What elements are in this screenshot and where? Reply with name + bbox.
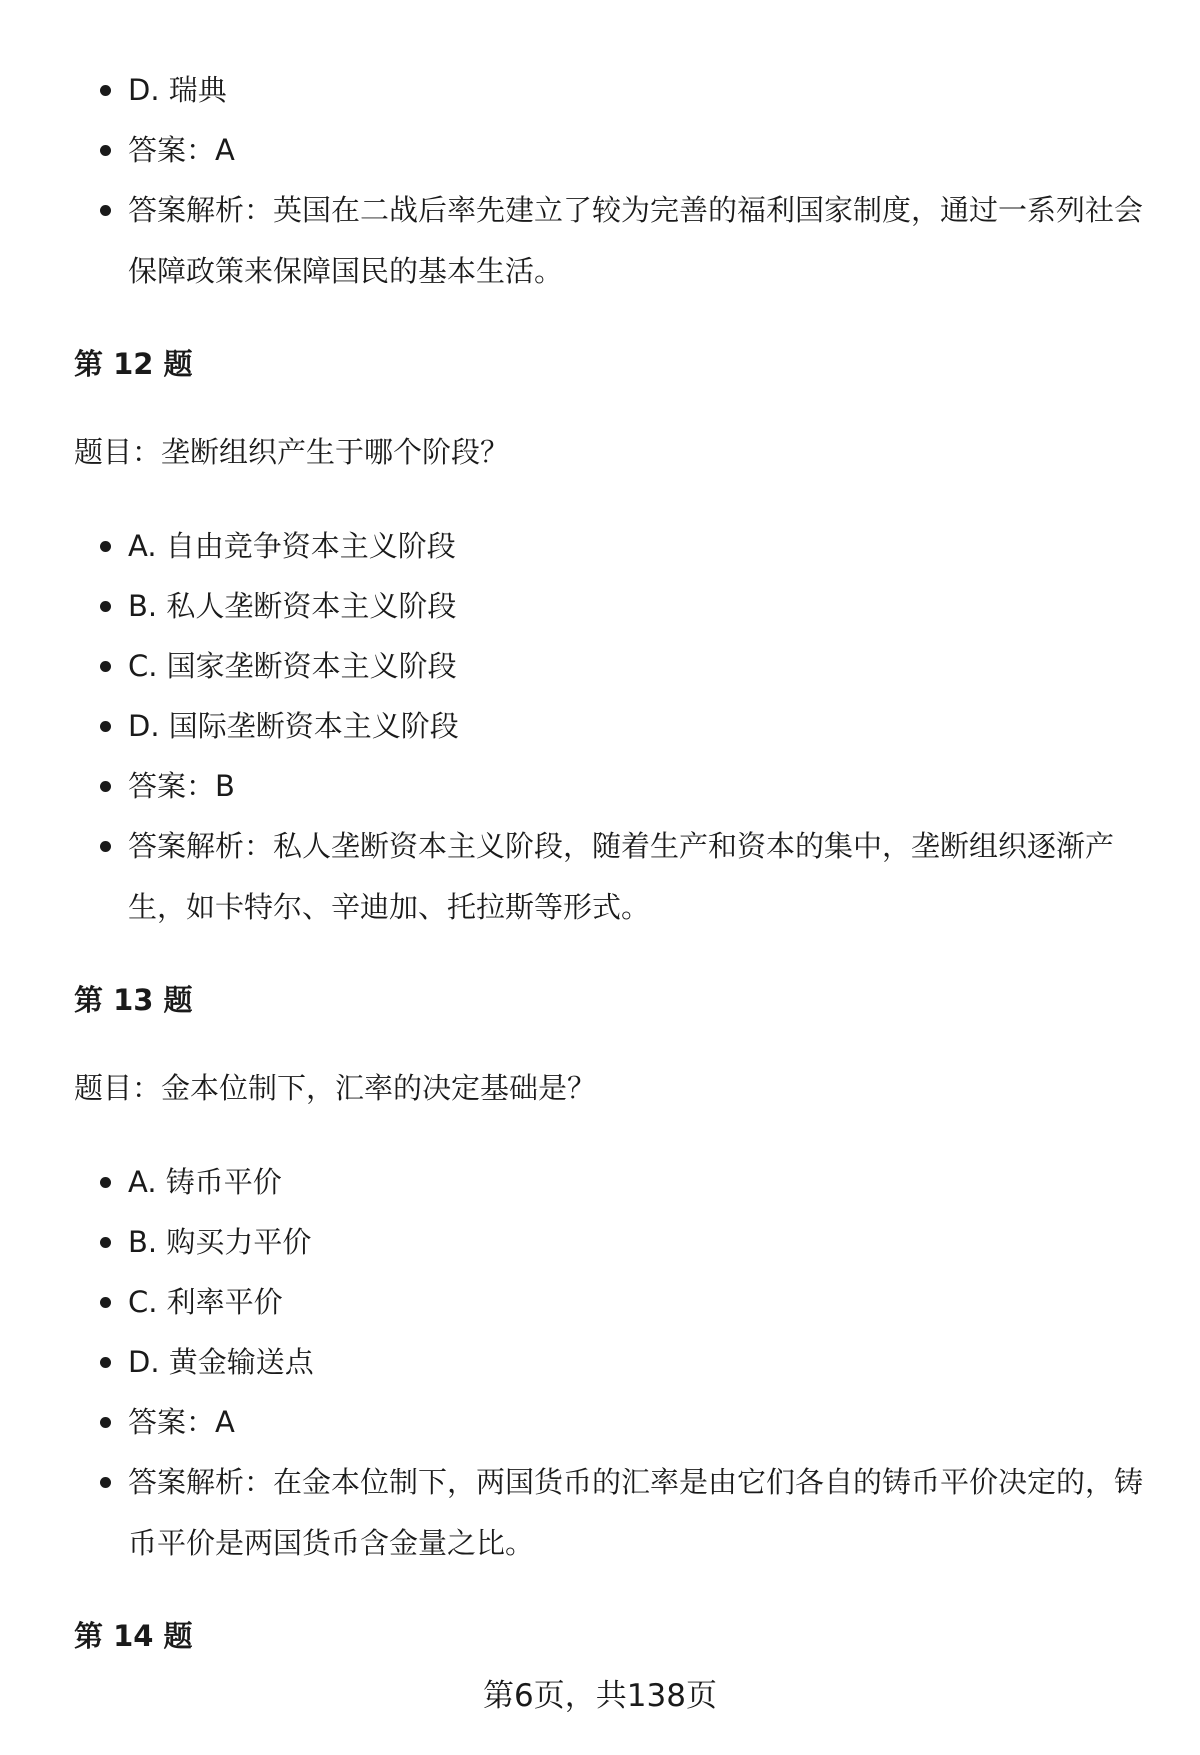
answer-item: 答案：B (74, 756, 1154, 816)
question-heading-12: 第 12 题 (74, 347, 193, 381)
option-b: B. 购买力平价 (74, 1212, 1154, 1272)
option-c: C. 国家垄断资本主义阶段 (74, 636, 1154, 696)
question-heading-13: 第 13 题 (74, 983, 193, 1017)
option-b: B. 私人垄断资本主义阶段 (74, 576, 1154, 636)
explanation-item: 答案解析：私人垄断资本主义阶段，随着生产和资本的集中，垄断组织逐渐产生，如卡特尔、辛迪加、托拉斯等形式。 (74, 816, 1154, 938)
answer-item: 答案：A (74, 1392, 1154, 1452)
q13-options-list (74, 1152, 1154, 1574)
question-stem-12: 题目：垄断组织产生于哪个阶段？ (74, 435, 510, 469)
q12-options-list (74, 516, 1154, 938)
option-a: A. 铸币平价 (74, 1152, 1154, 1212)
option-d: D. 黄金输送点 (74, 1332, 1154, 1392)
explanation-item: 答案解析：在金本位制下，两国货币的汇率是由它们各自的铸币平价决定的，铸币平价是两国货币含金量之比。 (74, 1452, 1154, 1574)
list-item: D. 瑞典 (74, 60, 1154, 120)
explanation-item: 答案解析：英国在二战后率先建立了较为完善的福利国家制度，通过一系列社会保障政策来保障国民的基本生活。 (74, 180, 1154, 302)
page-footer: 第6页，共138页 (483, 1678, 717, 1714)
option-c: C. 利率平价 (74, 1272, 1154, 1332)
q11-tail-list (74, 60, 1154, 302)
document-content (74, 60, 1154, 1656)
answer-item: 答案：A (74, 120, 1154, 180)
question-heading-14: 第 14 题 (74, 1619, 193, 1653)
question-stem-13: 题目：金本位制下，汇率的决定基础是？ (74, 1071, 597, 1105)
option-d: D. 国际垄断资本主义阶段 (74, 696, 1154, 756)
option-a: A. 自由竞争资本主义阶段 (74, 516, 1154, 576)
